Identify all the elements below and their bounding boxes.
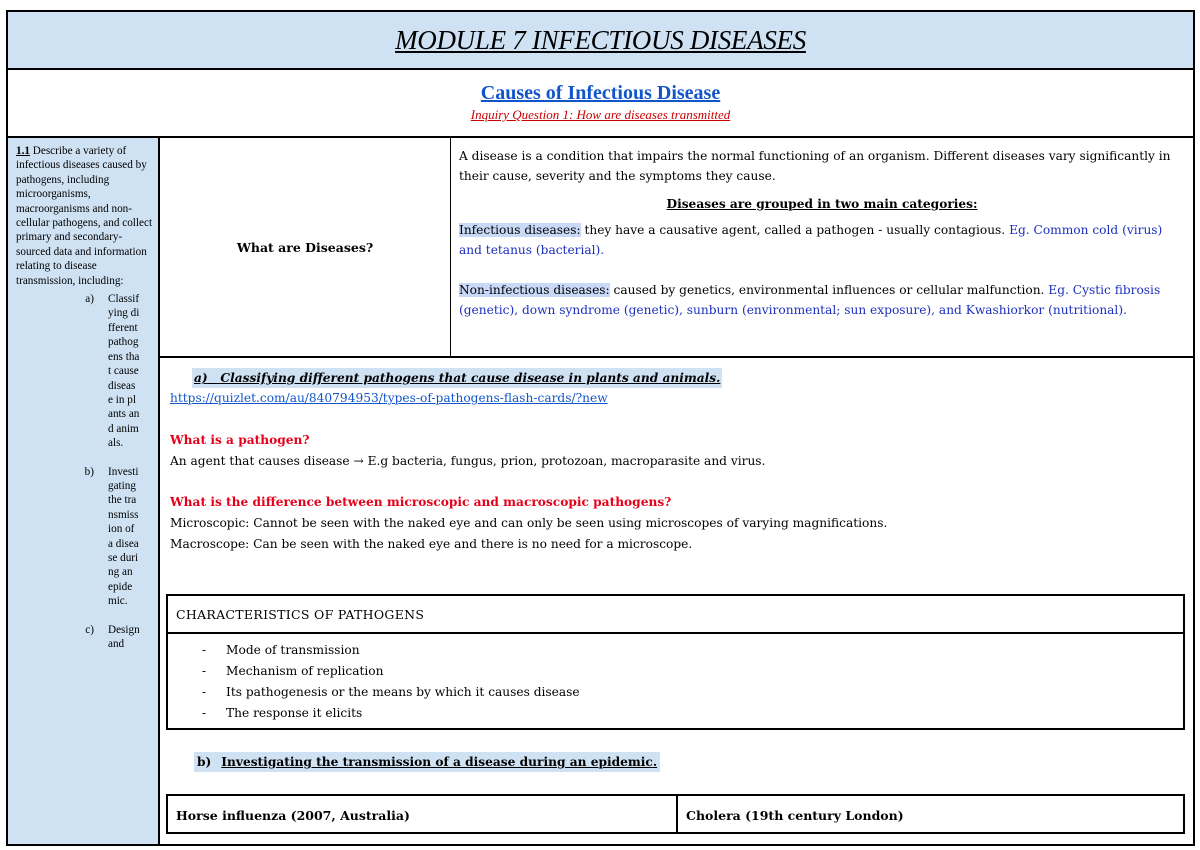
infectious-example: Eg. Common cold (virus) and tetanus (bacterial). (459, 223, 1163, 257)
what-are-diseases-cell (160, 138, 451, 358)
categories-heading: Diseases are grouped in two main categories: (666, 197, 978, 211)
noninfectious-text: caused by genetics, environmental influences or cellular malfunction. (609, 283, 1049, 297)
list-item: - Mode of transmission (202, 643, 360, 657)
noninfectious-paragraph (459, 280, 1185, 320)
section-b-title: Investigating the transmission of a disease during an epidemic. (221, 755, 658, 769)
microscopic-answer: Microscopic: Cannot be seen with the naked eye and can only be seen using microscopes of varying magnifications. (170, 516, 888, 530)
module-title-banner (8, 12, 1193, 70)
syllabus-intro (16, 144, 154, 288)
syllabus-item-text: Investigating the transmission of a disease during an epidemic. (108, 465, 139, 608)
section-b-letter: b) (197, 755, 212, 769)
table-header-horse-influenza: Horse influenza (2007, Australia) (168, 796, 678, 832)
section-b-heading (194, 752, 660, 772)
section-title: Causes of Infectious Disease (480, 82, 721, 104)
syllabus-item-text: Classifying different pathogens that cause disease in plants and animals. (108, 293, 140, 450)
what-are-diseases-question: What are Diseases? (236, 239, 374, 255)
list-item-text: The response it elicits (226, 706, 363, 720)
main-content (160, 358, 1193, 844)
syllabus-item-letter: c) (85, 623, 94, 636)
noninfectious-example: Eg. Cystic fibrosis (genetic), down syndrome (genetic), sunburn (environmental; sun exposure), and Kwashiorkor (nutritional). (459, 283, 1161, 317)
syllabus-text: Describe a variety of infectious diseases caused by pathogens, including microorganisms, macroorganisms and non-cellular pathogens, and collect primary and secondary-sourced data and information relating to disease transmission, including: (16, 145, 153, 287)
table-header-cholera: Cholera (19th century London) (686, 808, 904, 823)
infectious-paragraph (459, 220, 1185, 260)
syllabus-item-b (16, 465, 154, 609)
pathogen-question: What is a pathogen? (170, 433, 310, 447)
inquiry-question: Inquiry Question 1: How are diseases transmitted (470, 107, 731, 122)
syllabus-number: 1.1 (16, 145, 30, 157)
noninfectious-label: Non-infectious diseases: (459, 283, 610, 297)
section-header (8, 70, 1193, 138)
list-item-text: Mechanism of replication (226, 664, 384, 678)
micro-macro-question: What is the difference between microscopic and macroscopic pathogens? (170, 495, 672, 509)
infectious-text: they have a causative agent, called a pathogen - usually contagious. (580, 223, 1010, 237)
quizlet-link[interactable]: https://quizlet.com/au/840794953/types-of-pathogens-flash-cards/?new (170, 391, 608, 405)
section-a-title: Classifying different pathogens that cause disease in plants and animals. (220, 371, 721, 385)
list-item-text: Its pathogenesis or the means by which it causes disease (226, 685, 580, 699)
syllabus-item-letter: a) (85, 293, 94, 306)
epidemic-table (166, 794, 1185, 834)
infectious-label: Infectious diseases: (459, 223, 581, 237)
module-title: MODULE 7 INFECTIOUS DISEASES (395, 24, 806, 55)
list-item: - The response it elicits (202, 706, 363, 720)
section-a-heading (192, 368, 722, 388)
characteristics-list (168, 634, 1183, 724)
macroscopic-answer: Macroscope: Can be seen with the naked eye and there is no need for a microscope. (170, 537, 693, 551)
list-item-text: Mode of transmission (226, 643, 360, 657)
characteristics-heading: CHARACTERISTICS OF PATHOGENS (168, 596, 1183, 634)
section-a-letter: a) (194, 371, 208, 385)
syllabus-item-c (16, 623, 154, 652)
diseases-intro: A disease is a condition that impairs the normal functioning of an organism. Different diseases vary significantly in their cause, severity and the symptoms they cause. (459, 149, 1171, 183)
syllabus-item-text: Design and (108, 623, 140, 650)
pathogen-answer: An agent that causes disease → E.g bacteria, fungus, prion, protozoan, macroparasite and virus. (170, 454, 766, 468)
syllabus-item-a (16, 292, 154, 450)
diseases-answer-cell (451, 138, 1193, 358)
syllabus-column (8, 138, 160, 844)
syllabus-item-letter: b) (84, 465, 94, 478)
characteristics-table (166, 594, 1185, 730)
list-item: - Mechanism of replication (202, 664, 384, 678)
list-item: - Its pathogenesis or the means by which it causes disease (202, 685, 580, 699)
